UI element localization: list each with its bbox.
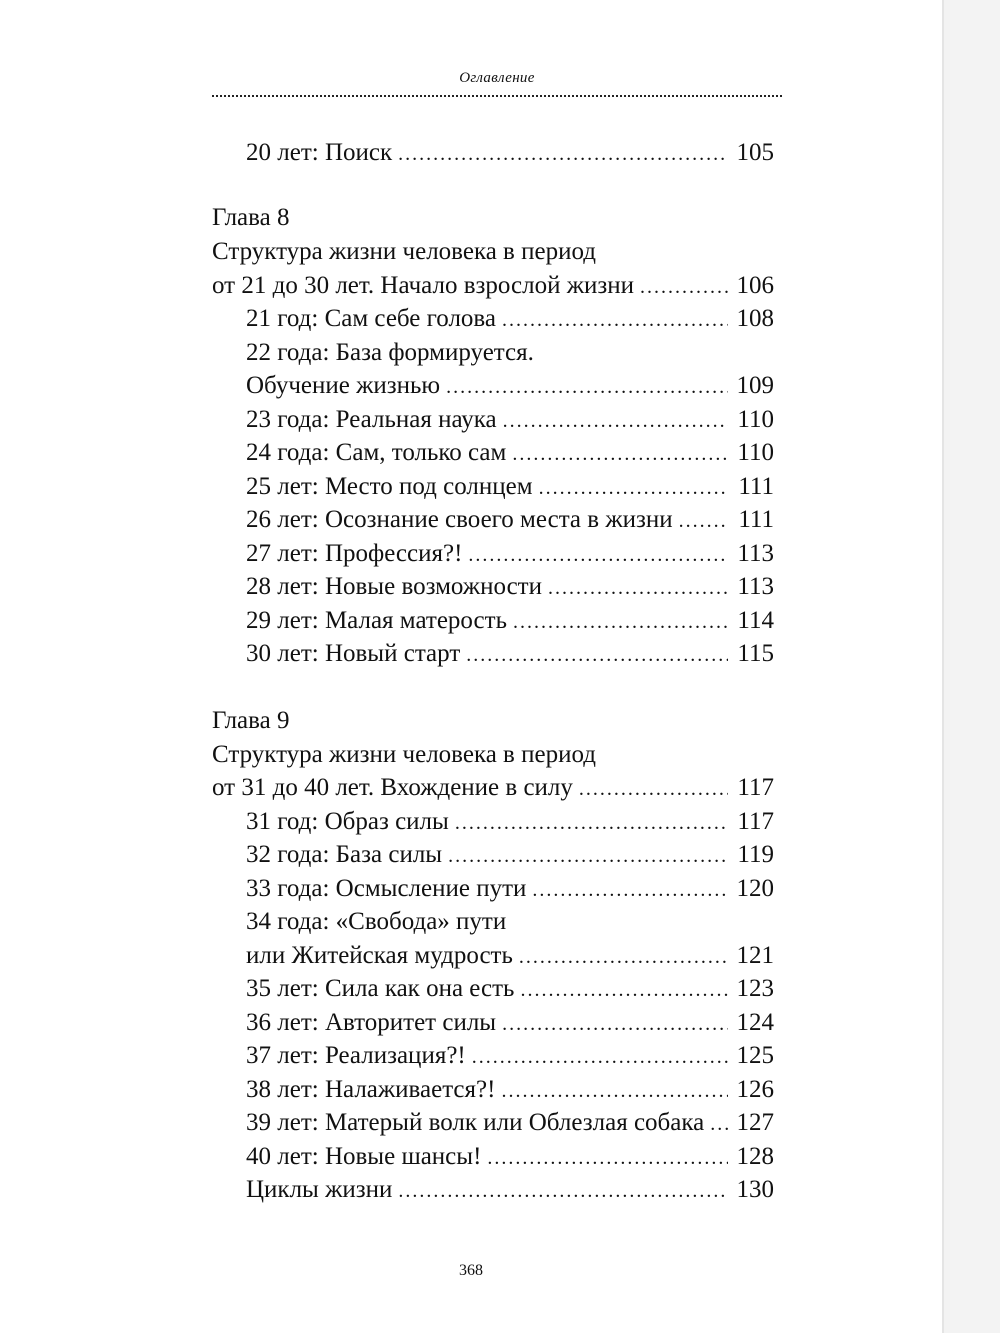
page-edge-shadow	[942, 0, 944, 1333]
toc-entry-page: 111	[738, 473, 774, 500]
dot-leader	[503, 404, 728, 438]
toc-entry-label: 21 год: Сам себе голова	[246, 305, 496, 332]
page-number: 368	[459, 1262, 483, 1279]
dot-leader	[448, 839, 728, 873]
toc-entry-page: 120	[736, 875, 774, 902]
toc-entry-page: 114	[737, 607, 774, 634]
toc-entry-31[interactable]	[246, 805, 774, 839]
chapter-9-title-page: 117	[737, 774, 774, 801]
toc-entry-page: 124	[736, 1009, 774, 1036]
toc-entry-38[interactable]	[246, 1073, 774, 1107]
toc-entry-page: 119	[737, 841, 774, 868]
toc-entry-27[interactable]	[246, 537, 774, 571]
toc-entry-35[interactable]	[246, 972, 774, 1006]
dot-leader	[512, 437, 728, 471]
dot-leader	[472, 1040, 728, 1074]
toc-entry-label: 38 лет: Налаживается?!	[246, 1076, 496, 1103]
dot-leader	[446, 370, 728, 404]
running-head: Оглавление	[459, 70, 535, 86]
chapter-9-title-entry[interactable]	[212, 771, 774, 805]
toc-entry-label: 37 лет: Реализация?!	[246, 1042, 466, 1069]
toc-entry-page: 110	[737, 439, 774, 466]
toc-entry-40[interactable]	[246, 1140, 774, 1174]
dot-leader	[710, 1107, 728, 1141]
toc-entry-label: 20 лет: Поиск	[246, 139, 393, 166]
toc-entry-label: 33 года: Осмысление пути	[246, 875, 527, 902]
toc-entry-page: 113	[737, 540, 774, 567]
toc-entry-page: 115	[737, 640, 774, 667]
dot-leader	[398, 1174, 728, 1208]
toc-entry-label: 32 года: База силы	[246, 841, 443, 868]
chapter-8-title-entry[interactable]	[212, 269, 774, 303]
chapter-8-title-page: 106	[736, 272, 774, 299]
toc-entry-cycles[interactable]	[246, 1173, 774, 1207]
toc-entry-page: 108	[736, 305, 774, 332]
toc-entry-label: 28 лет: Новые возможности	[246, 573, 542, 600]
toc-entry-page: 121	[736, 942, 774, 969]
toc-entry-26[interactable]	[246, 503, 774, 537]
toc-entry-label: Обучение жизнью	[246, 372, 441, 399]
toc-entry-21[interactable]	[246, 302, 774, 336]
toc-entry-label: 31 год: Образ силы	[246, 808, 449, 835]
toc-entry-28[interactable]	[246, 570, 774, 604]
toc-entry-23[interactable]	[246, 403, 774, 437]
dot-leader	[513, 605, 728, 639]
toc-entry-label: 35 лет: Сила как она есть	[246, 975, 515, 1002]
toc-entry-page: 105	[736, 139, 774, 166]
toc-entry-page: 126	[736, 1076, 774, 1103]
toc-entry-label: 27 лет: Профессия?!	[246, 540, 463, 567]
toc-entry-20[interactable]	[246, 136, 774, 170]
dot-leader	[502, 303, 728, 337]
chapter-9-title-line2: от 31 до 40 лет. Вхождение в силу	[212, 774, 573, 801]
toc-entry-page: 111	[738, 506, 774, 533]
dot-leader	[487, 1141, 728, 1175]
toc-entry-page: 110	[737, 406, 774, 433]
toc-entry-page: 109	[736, 372, 774, 399]
dot-leader	[539, 471, 728, 505]
toc-entry-label: 36 лет: Авторитет силы	[246, 1009, 497, 1036]
toc-entry-label: 29 лет: Малая матерость	[246, 607, 507, 634]
toc-entry-37[interactable]	[246, 1039, 774, 1073]
toc-entry-33[interactable]	[246, 872, 774, 906]
dot-leader	[466, 638, 728, 672]
dot-leader	[548, 571, 728, 605]
toc-entry-label: 26 лет: Осознание своего места в жизни	[246, 506, 673, 533]
toc-entry-page: 127	[736, 1109, 774, 1136]
toc-entry-label: 40 лет: Новые шансы!	[246, 1143, 482, 1170]
dot-leader	[519, 940, 728, 974]
toc-entry-label: 24 года: Сам, только сам	[246, 439, 507, 466]
toc-entry-page: 113	[737, 573, 774, 600]
toc-entry-22-line1[interactable]: 22 года: База формируется.	[246, 339, 534, 366]
toc-entry-label: Циклы жизни	[246, 1176, 393, 1203]
chapter-9-heading: Глава 9	[212, 707, 290, 734]
toc-entry-page: 117	[737, 808, 774, 835]
toc-entry-page: 123	[736, 975, 774, 1002]
toc-entry-label: или Житейская мудрость	[246, 942, 513, 969]
dot-leader	[398, 137, 728, 171]
header-dotted-rule	[212, 95, 782, 97]
dot-leader	[468, 538, 728, 572]
toc-entry-label: 30 лет: Новый старт	[246, 640, 461, 667]
toc-entry-30[interactable]	[246, 637, 774, 671]
toc-entry-label: 39 лет: Матерый волк или Облезлая собака	[246, 1109, 705, 1136]
dot-leader	[679, 504, 728, 538]
dot-leader	[501, 1074, 728, 1108]
dot-leader	[455, 806, 728, 840]
chapter-8-title-line1: Структура жизни человека в период	[212, 238, 596, 265]
toc-entry-36[interactable]	[246, 1006, 774, 1040]
toc-entry-39[interactable]	[246, 1106, 774, 1140]
toc-entry-page: 125	[736, 1042, 774, 1069]
toc-entry-34[interactable]	[246, 939, 774, 973]
chapter-9-title-line1: Структура жизни человека в период	[212, 741, 596, 768]
toc-entry-24[interactable]	[246, 436, 774, 470]
dot-leader	[640, 270, 728, 304]
toc-entry-34-line1[interactable]: 34 года: «Свобода» пути	[246, 908, 507, 935]
toc-entry-label: 25 лет: Место под солнцем	[246, 473, 533, 500]
dot-leader	[502, 1007, 728, 1041]
toc-entry-page: 130	[736, 1176, 774, 1203]
toc-entry-25[interactable]	[246, 470, 774, 504]
dot-leader	[532, 873, 728, 907]
chapter-8-title-line2: от 21 до 30 лет. Начало взрослой жизни	[212, 272, 634, 299]
toc-entry-32[interactable]	[246, 838, 774, 872]
toc-entry-22[interactable]	[246, 369, 774, 403]
dot-leader	[520, 973, 728, 1007]
toc-entry-page: 128	[736, 1143, 774, 1170]
dot-leader	[579, 772, 728, 806]
chapter-8-heading: Глава 8	[212, 204, 290, 231]
toc-entry-label: 23 года: Реальная наука	[246, 406, 497, 433]
toc-entry-29[interactable]	[246, 604, 774, 638]
